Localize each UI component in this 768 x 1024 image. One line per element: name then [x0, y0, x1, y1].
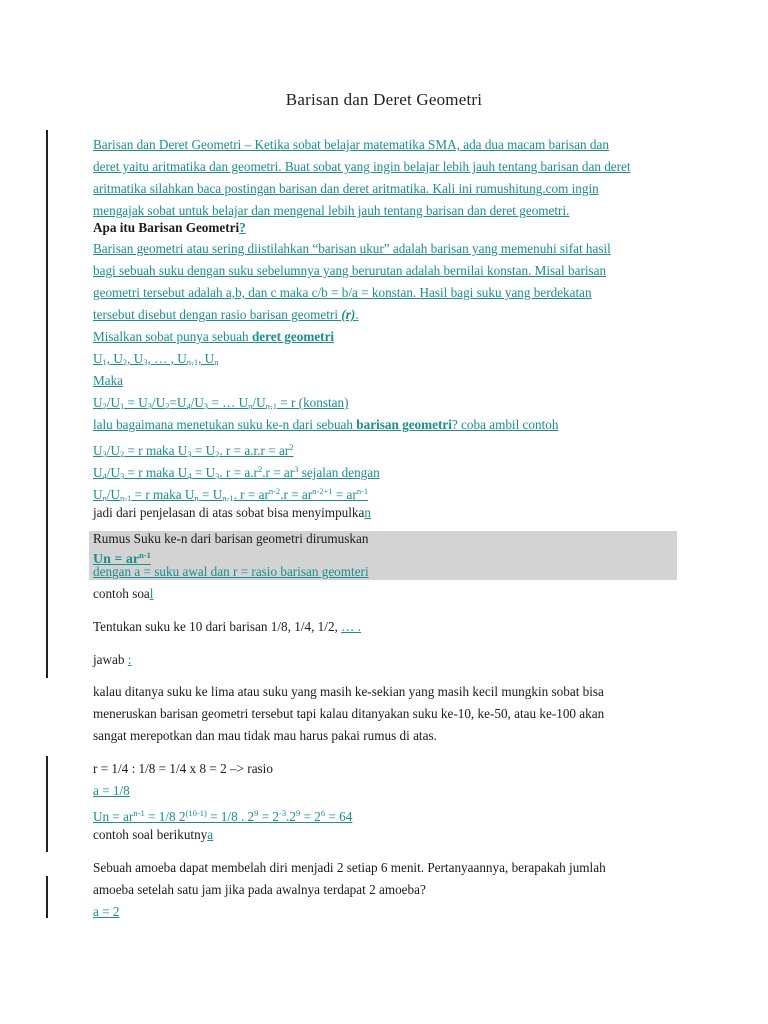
ex-sub: 2: [119, 449, 125, 459]
calc-sup: 9: [254, 808, 259, 818]
seq-sub: 2: [122, 357, 128, 367]
ex-sub: n-1: [119, 493, 132, 503]
howto-line[interactable]: [93, 416, 558, 434]
eq-sub: 4: [186, 401, 191, 411]
definition-line-2[interactable]: bagi sebuah suku dengan suku sebelumnya yang berurutan adalah bernilai konstan. Misal barisan: [93, 263, 607, 278]
ex-sup: n-2+1: [312, 486, 333, 496]
ex-part[interactable]: /U: [106, 443, 120, 458]
calc-r-line: r = 1/4 : 1/8 = 1/4 x 8 = 2 –> rasio: [93, 761, 273, 776]
definition-line-1[interactable]: Barisan geometri atau sering diistilahkan “barisan ukur” adalah barisan yang memenuhi sifat hasil: [93, 241, 611, 256]
ratio-line[interactable]: [93, 306, 359, 324]
left-margin-bar: [46, 130, 48, 678]
next-example-line: [93, 826, 213, 844]
page-title: Barisan dan Deret Geometri: [285, 90, 483, 109]
ex-part[interactable]: U: [93, 465, 103, 480]
seq-part[interactable]: U: [93, 351, 103, 366]
contoh-line: [93, 585, 153, 603]
eq-sub: n: [248, 401, 253, 411]
formula-box-title: Rumus Suku ke-n dari barisan geometri dirumuskan: [93, 531, 369, 546]
calc-sup: (10-1): [185, 808, 207, 818]
ex-sub: 4: [187, 471, 192, 481]
ex-sub: n: [102, 493, 107, 503]
ex-part[interactable]: .r = ar: [280, 487, 313, 502]
calc-un-line[interactable]: [93, 804, 352, 826]
howto-text[interactable]: lalu bagaimana menetukan suku ke-n dari sebuah: [93, 417, 357, 432]
ex-sup: 2: [289, 442, 294, 452]
seq-part[interactable]: , U: [127, 351, 144, 366]
ratio-line-text[interactable]: tersebut disebut dengan rasio barisan geometri: [93, 307, 342, 322]
eq-part[interactable]: /U: [190, 395, 204, 410]
ex-part[interactable]: /U: [106, 487, 120, 502]
misal-text[interactable]: Misalkan sobat punya sebuah: [93, 329, 252, 344]
ex-part[interactable]: sejalan dengan: [298, 465, 380, 480]
conclude-text: jadi dari penjelasan di atas sobat bisa menyimpulka: [93, 505, 365, 520]
definition-line-3[interactable]: geometri tersebut adalah a,b, dan c maka c/b = b/a = konstan. Hasil bagi suku yang berdekatan: [93, 285, 592, 300]
ex-sup: 2: [257, 464, 263, 474]
ratio-line-end[interactable]: .: [355, 307, 359, 322]
section-heading-text: Apa itu Barisan Geometri: [93, 220, 240, 235]
howto-bold[interactable]: barisan geometri: [356, 417, 452, 432]
calc-sup: n-1: [133, 808, 145, 818]
explain-line-2: meneruskan barisan geometri tersebut tapi kalau ditanyakan suku ke-10, ke-50, atau ke-100 akan: [93, 706, 605, 721]
conclude-link[interactable]: n: [364, 505, 371, 520]
ex-sub: 3: [187, 449, 192, 459]
calc-part[interactable]: Un = ar: [93, 809, 134, 824]
seq-sub: 3: [143, 357, 148, 367]
ex-part[interactable]: . r = ar: [233, 487, 269, 502]
eq-part[interactable]: = r (konstan): [276, 395, 349, 410]
eq-part[interactable]: /U: [106, 395, 120, 410]
ex-sup: n-1: [356, 486, 369, 496]
ex-sub: 4: [102, 471, 107, 481]
eq-part[interactable]: =U: [169, 395, 187, 410]
ex-part[interactable]: . r = a.r: [219, 465, 258, 480]
calc-a-line[interactable]: a = 1/8: [93, 783, 130, 798]
ex-part[interactable]: = r maka U: [124, 465, 188, 480]
question-link[interactable]: … .: [341, 619, 361, 634]
jawab-text: jawab: [93, 652, 128, 667]
calc-sup: 9: [296, 808, 301, 818]
section-heading-link[interactable]: ?: [239, 220, 246, 235]
calc-part[interactable]: .2: [286, 809, 297, 824]
eq-part[interactable]: /U: [152, 395, 166, 410]
eq-sub: n-1: [265, 401, 277, 411]
misal-line[interactable]: [93, 328, 334, 346]
ex-sub: n-1: [222, 493, 234, 503]
ex-part[interactable]: U: [93, 443, 103, 458]
eq-sub: 3: [203, 401, 209, 411]
contoh-text: contoh soa: [93, 586, 150, 601]
calc-sup: 6: [320, 808, 326, 818]
formula-text[interactable]: Un = ar: [93, 552, 140, 567]
seq-part[interactable]: , … , U: [147, 351, 187, 366]
jawab-line: [93, 651, 131, 669]
intro-line-2[interactable]: deret yaitu aritmatika dan geometri. Buat sobat yang ingin belajar lebih jauh tentang barisan dan deret: [93, 159, 631, 174]
ex-sup: n-2: [268, 486, 281, 496]
a2-line[interactable]: a = 2: [93, 904, 120, 919]
eq-sub: 1: [119, 401, 125, 411]
seq-part[interactable]: , U: [198, 351, 215, 366]
eq-part[interactable]: U: [93, 395, 103, 410]
calc-part[interactable]: = 1/8 2: [144, 809, 186, 824]
intro-line-1[interactable]: Barisan dan Deret Geometri – Ketika sobat belajar matematika SMA, ada dua macam barisan dan: [93, 137, 609, 152]
question-text: Tentukan suku ke 10 dari barisan 1/8, 1/4, 1/2,: [93, 619, 342, 634]
jawab-link[interactable]: :: [127, 652, 132, 667]
question-line: [93, 618, 361, 636]
ex-part[interactable]: = U: [191, 443, 216, 458]
ex-part[interactable]: . r = a.r.r = ar: [219, 443, 290, 458]
calc-part[interactable]: = 1/8 . 2: [206, 809, 255, 824]
amoeba-line-1: Sebuah amoeba dapat membelah diri menjadi 2 setiap 6 menit. Pertanyaannya, berapakah jumlah: [93, 860, 606, 875]
ex-sub: 3: [215, 471, 220, 481]
ex-sup: 3: [294, 464, 299, 474]
seq-sub: n: [214, 357, 219, 367]
eq-sub: 2: [102, 401, 107, 411]
ex-sub: 3: [102, 449, 107, 459]
left-margin-bar: [46, 876, 48, 918]
conclude-line: [93, 504, 371, 522]
ex-part[interactable]: U: [93, 487, 103, 502]
seq-sub: 1: [102, 357, 107, 367]
ratio-equation[interactable]: [93, 394, 348, 415]
calc-part[interactable]: = 64: [325, 809, 353, 824]
explain-line-3: sangat merepotkan dan mau tidak mau harus pakai rumus di atas.: [93, 728, 437, 743]
calc-sup: -3: [279, 808, 287, 818]
ex-part[interactable]: = U: [191, 465, 216, 480]
ex-part[interactable]: = ar: [332, 487, 357, 502]
calc-part[interactable]: = 2: [300, 809, 321, 824]
ex-part[interactable]: .r = ar: [262, 465, 295, 480]
eq-part[interactable]: = U: [124, 395, 148, 410]
intro-line-4[interactable]: mengajak sobat untuk belajar dan mengenal lebih jauh tentang barisan dan deret geometri.: [93, 203, 570, 218]
ex-sub: n: [194, 493, 199, 503]
ex-part[interactable]: = U: [198, 487, 223, 502]
eq-part[interactable]: /U: [252, 395, 266, 410]
ex-part[interactable]: = r maka U: [131, 487, 195, 502]
eq-sub: 3: [147, 401, 153, 411]
section-heading: [93, 219, 246, 237]
next-text: contoh soal berikutny: [93, 827, 208, 842]
maka-line[interactable]: Maka: [93, 373, 124, 388]
ex-part[interactable]: /U: [106, 465, 120, 480]
calc-part[interactable]: = 2: [258, 809, 280, 824]
misal-bold[interactable]: deret geometri: [251, 329, 335, 344]
eq-sub: 2: [165, 401, 170, 411]
howto-end[interactable]: ? coba ambil contoh: [451, 417, 559, 432]
eq-part[interactable]: = … U: [208, 395, 249, 410]
formula-sup: n-1: [139, 550, 151, 560]
ex-part[interactable]: = r maka U: [124, 443, 188, 458]
seq-sub: n-1: [186, 357, 199, 367]
ex-sub: 3: [119, 471, 125, 481]
formula-box-description[interactable]: dengan a = suku awal dan r = rasio barisan geomteri: [93, 564, 369, 579]
next-link[interactable]: a: [207, 827, 214, 842]
ex-sub: 2: [215, 449, 220, 459]
sequence-line[interactable]: [93, 350, 218, 371]
left-margin-bar: [46, 756, 48, 852]
explain-line-1: kalau ditanya suku ke lima atau suku yang masih ke-sekian yang masih kecil mungkin sobat bisa: [93, 684, 604, 699]
contoh-link[interactable]: l: [149, 586, 154, 601]
amoeba-line-2: amoeba setelah satu jam jika pada awalnya terdapat 2 amoeba?: [93, 882, 426, 897]
ratio-symbol[interactable]: (r): [341, 307, 356, 322]
seq-part[interactable]: , U: [106, 351, 123, 366]
intro-line-3[interactable]: aritmatika silahkan baca postingan barisan dan deret aritmatika. Kali ini rumushitung.com ingin: [93, 181, 599, 196]
